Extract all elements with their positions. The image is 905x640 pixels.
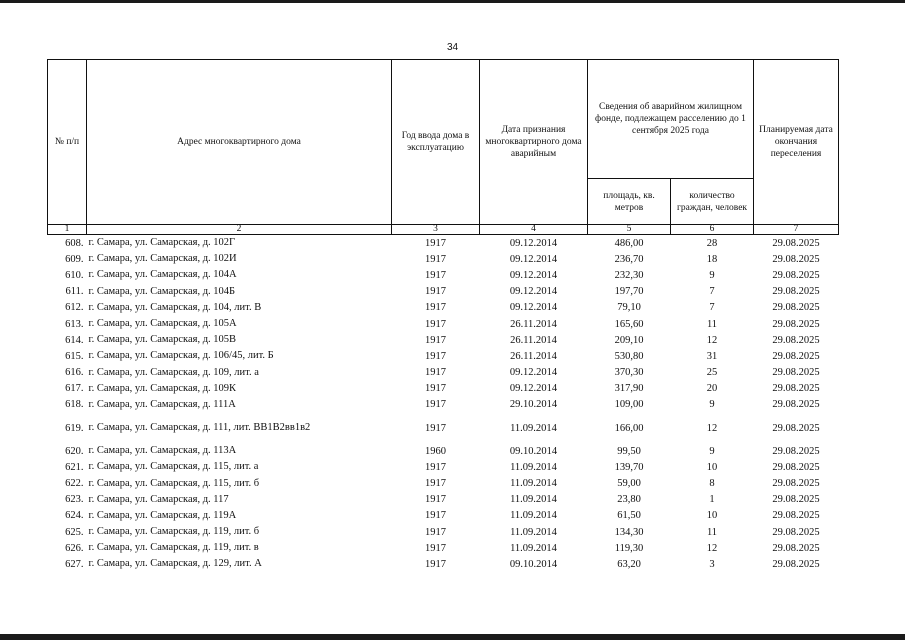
row-number: 614. bbox=[65, 334, 84, 346]
row-number: 625. bbox=[65, 526, 84, 538]
row-year: 1917 bbox=[425, 367, 446, 379]
row-emergency-date: 09.12.2014 bbox=[509, 269, 558, 281]
row-number: 623. bbox=[65, 494, 84, 506]
row-people: 9 bbox=[709, 399, 715, 411]
row-emergency-date: 26.11.2014 bbox=[510, 334, 557, 346]
row-address: г. Самара, ул. Самарская, д. 111А bbox=[88, 398, 236, 410]
row-people: 11 bbox=[706, 318, 718, 330]
row-people: 11 bbox=[706, 526, 718, 538]
row-area: 236,70 bbox=[614, 253, 644, 265]
row-planned-date: 29.08.2025 bbox=[772, 510, 820, 522]
row-address: г. Самара, ул. Самарская, д. 119, лит. б bbox=[88, 526, 260, 538]
row-people: 9 bbox=[709, 445, 715, 457]
row-people: 8 bbox=[709, 478, 715, 490]
row-emergency-date: 09.12.2014 bbox=[509, 286, 558, 298]
row-area: 530,80 bbox=[614, 350, 644, 362]
row-planned-date: 29.08.2025 bbox=[772, 478, 820, 490]
row-year: 1917 bbox=[425, 350, 446, 362]
row-area: 317,90 bbox=[614, 383, 644, 395]
row-area: 99,50 bbox=[617, 445, 641, 457]
page-number: 34 bbox=[446, 42, 459, 53]
row-people: 9 bbox=[709, 269, 715, 281]
row-area: 232,30 bbox=[614, 269, 644, 281]
row-year: 1917 bbox=[425, 494, 446, 506]
table-row bbox=[48, 316, 839, 332]
row-address: г. Самара, ул. Самарская, д. 115, лит. а bbox=[88, 461, 259, 473]
row-address: г. Самара, ул. Самарская, д. 104, лит. В bbox=[88, 301, 262, 313]
row-year: 1917 bbox=[425, 237, 446, 249]
row-year: 1917 bbox=[425, 461, 446, 473]
row-area: 139,70 bbox=[614, 461, 644, 473]
row-year: 1917 bbox=[425, 478, 446, 490]
column-number: 1 bbox=[48, 225, 87, 235]
row-planned-date: 29.08.2025 bbox=[772, 422, 820, 434]
row-planned-date: 29.08.2025 bbox=[772, 237, 820, 249]
row-year: 1917 bbox=[425, 422, 446, 434]
row-year: 1917 bbox=[425, 269, 446, 281]
table-body bbox=[48, 235, 839, 573]
table-row bbox=[48, 475, 839, 491]
row-area: 166,00 bbox=[614, 422, 644, 434]
header-year: Год ввода дома в эксплуатацию bbox=[392, 60, 480, 225]
row-year: 1917 bbox=[425, 526, 446, 538]
row-number: 616. bbox=[65, 367, 84, 379]
row-number: 610. bbox=[65, 269, 84, 281]
row-number: 627. bbox=[65, 558, 84, 570]
row-address: г. Самара, ул. Самарская, д. 119А bbox=[88, 509, 237, 521]
column-number: 6 bbox=[671, 225, 754, 235]
column-number: 5 bbox=[588, 225, 671, 235]
table-row bbox=[48, 397, 839, 413]
table-row bbox=[48, 365, 839, 381]
scan-border-bottom bbox=[0, 634, 905, 640]
row-number: 613. bbox=[65, 318, 84, 330]
emergency-housing-table bbox=[47, 59, 839, 573]
row-emergency-date: 09.12.2014 bbox=[509, 383, 558, 395]
row-area: 63,20 bbox=[617, 558, 641, 570]
row-address: г. Самара, ул. Самарская, д. 109К bbox=[88, 382, 237, 394]
header-area: площадь, кв. метров bbox=[588, 179, 671, 225]
row-number: 611. bbox=[65, 286, 84, 298]
row-address: г. Самара, ул. Самарская, д. 115, лит. б bbox=[88, 477, 260, 489]
row-emergency-date: 11.09.2014 bbox=[510, 461, 557, 473]
row-emergency-date: 11.09.2014 bbox=[510, 542, 557, 554]
row-address: г. Самара, ул. Самарская, д. 106/45, лит. Б bbox=[88, 350, 274, 362]
table-row bbox=[48, 284, 839, 300]
column-number: 3 bbox=[392, 225, 480, 235]
row-emergency-date: 09.12.2014 bbox=[509, 367, 558, 379]
row-emergency-date: 26.11.2014 bbox=[510, 350, 557, 362]
row-people: 7 bbox=[709, 286, 715, 298]
row-planned-date: 29.08.2025 bbox=[772, 383, 820, 395]
row-people: 7 bbox=[709, 302, 715, 314]
row-planned-date: 29.08.2025 bbox=[772, 253, 820, 265]
row-number: 622. bbox=[65, 478, 84, 490]
row-planned-date: 29.08.2025 bbox=[772, 302, 820, 314]
row-number: 612. bbox=[65, 302, 84, 314]
row-planned-date: 29.08.2025 bbox=[772, 367, 820, 379]
header-address: Адрес многоквартирного дома bbox=[87, 60, 392, 225]
row-year: 1917 bbox=[425, 334, 446, 346]
row-address: г. Самара, ул. Самарская, д. 105А bbox=[88, 318, 237, 330]
row-area: 61,50 bbox=[617, 510, 641, 522]
table-row bbox=[48, 524, 839, 540]
row-emergency-date: 11.09.2014 bbox=[510, 422, 557, 434]
row-emergency-date: 09.12.2014 bbox=[509, 302, 558, 314]
row-address: г. Самара, ул. Самарская, д. 102Г bbox=[88, 237, 236, 249]
row-people: 3 bbox=[709, 558, 715, 570]
header-people: количество граждан, человек bbox=[671, 179, 754, 225]
row-planned-date: 29.08.2025 bbox=[772, 445, 820, 457]
row-emergency-date: 11.09.2014 bbox=[510, 510, 557, 522]
row-planned-date: 29.08.2025 bbox=[772, 350, 820, 362]
row-emergency-date: 09.12.2014 bbox=[509, 237, 558, 249]
row-people: 31 bbox=[706, 350, 718, 362]
row-area: 134,30 bbox=[614, 526, 644, 538]
column-number: 7 bbox=[754, 225, 839, 235]
row-number: 615. bbox=[65, 350, 84, 362]
row-address: г. Самара, ул. Самарская, д. 117 bbox=[88, 493, 229, 505]
table-row bbox=[48, 413, 839, 443]
row-area: 197,70 bbox=[614, 286, 644, 298]
row-emergency-date: 11.09.2014 bbox=[510, 494, 557, 506]
row-address: г. Самара, ул. Самарская, д. 104Б bbox=[88, 285, 236, 297]
header-planned-date: Планируемая дата окончания переселения bbox=[754, 60, 839, 225]
row-year: 1917 bbox=[425, 253, 446, 265]
row-people: 10 bbox=[706, 461, 718, 473]
row-planned-date: 29.08.2025 bbox=[772, 399, 820, 411]
table-row bbox=[48, 508, 839, 524]
row-planned-date: 29.08.2025 bbox=[772, 334, 820, 346]
row-number: 626. bbox=[65, 542, 84, 554]
row-people: 20 bbox=[706, 383, 718, 395]
row-people: 28 bbox=[706, 237, 718, 249]
table-row bbox=[48, 492, 839, 508]
table-header bbox=[48, 60, 839, 235]
row-number: 617. bbox=[65, 383, 84, 395]
row-number: 624. bbox=[65, 510, 84, 522]
row-area: 486,00 bbox=[614, 237, 644, 249]
row-area: 79,10 bbox=[617, 302, 641, 314]
row-area: 370,30 bbox=[614, 367, 644, 379]
table-row bbox=[48, 332, 839, 348]
table-row bbox=[48, 443, 839, 459]
row-people: 12 bbox=[706, 334, 718, 346]
header-number: № п/п bbox=[48, 60, 87, 225]
row-number: 608. bbox=[65, 237, 84, 249]
table-row bbox=[48, 556, 839, 572]
row-number: 618. bbox=[65, 399, 84, 411]
row-year: 1917 bbox=[425, 286, 446, 298]
row-number: 609. bbox=[65, 253, 84, 265]
row-year: 1917 bbox=[425, 383, 446, 395]
row-emergency-date: 11.09.2014 bbox=[510, 526, 557, 538]
header-housing-info: Сведения об аварийном жилищном фонде, подлежащем расселению до 1 сентября 2025 года bbox=[588, 60, 754, 179]
row-number: 621. bbox=[65, 461, 84, 473]
row-emergency-date: 09.10.2014 bbox=[509, 558, 558, 570]
row-area: 109,00 bbox=[614, 399, 644, 411]
row-year: 1917 bbox=[425, 318, 446, 330]
column-number-row bbox=[48, 225, 839, 235]
row-people: 10 bbox=[706, 510, 718, 522]
row-address: г. Самара, ул. Самарская, д. 109, лит. а bbox=[88, 366, 259, 378]
row-area: 59,00 bbox=[617, 478, 641, 490]
row-year: 1917 bbox=[425, 558, 446, 570]
row-address: г. Самара, ул. Самарская, д. 129, лит. А bbox=[88, 558, 262, 570]
row-area: 209,10 bbox=[614, 334, 644, 346]
column-number: 4 bbox=[480, 225, 588, 235]
table-row bbox=[48, 540, 839, 556]
table-row bbox=[48, 267, 839, 283]
row-people: 18 bbox=[706, 253, 718, 265]
row-area: 119,30 bbox=[614, 542, 644, 554]
scan-border-top bbox=[0, 0, 905, 3]
row-number: 619. bbox=[65, 422, 84, 434]
column-number: 2 bbox=[87, 225, 392, 235]
row-area: 23,80 bbox=[617, 494, 641, 506]
row-year: 1917 bbox=[425, 510, 446, 522]
table-row bbox=[48, 235, 839, 252]
row-address: г. Самара, ул. Самарская, д. 105В bbox=[88, 334, 237, 346]
row-planned-date: 29.08.2025 bbox=[772, 542, 820, 554]
row-planned-date: 29.08.2025 bbox=[772, 318, 820, 330]
row-address: г. Самара, ул. Самарская, д. 104А bbox=[88, 269, 237, 281]
table-row bbox=[48, 251, 839, 267]
row-emergency-date: 26.11.2014 bbox=[510, 318, 557, 330]
row-area: 165,60 bbox=[614, 318, 644, 330]
row-planned-date: 29.08.2025 bbox=[772, 494, 820, 506]
row-emergency-date: 09.10.2014 bbox=[509, 445, 558, 457]
row-planned-date: 29.08.2025 bbox=[772, 558, 820, 570]
row-emergency-date: 09.12.2014 bbox=[509, 253, 558, 265]
row-year: 1917 bbox=[425, 542, 446, 554]
row-year: 1917 bbox=[425, 302, 446, 314]
header-emergency-date: Дата признания многоквартирного дома аварийным bbox=[480, 60, 588, 225]
row-planned-date: 29.08.2025 bbox=[772, 269, 820, 281]
row-emergency-date: 29.10.2014 bbox=[509, 399, 558, 411]
row-planned-date: 29.08.2025 bbox=[772, 286, 820, 298]
row-people: 25 bbox=[706, 367, 718, 379]
row-planned-date: 29.08.2025 bbox=[772, 461, 820, 473]
table-row bbox=[48, 459, 839, 475]
row-address: г. Самара, ул. Самарская, д. 102И bbox=[88, 253, 237, 265]
row-people: 12 bbox=[706, 422, 718, 434]
row-people: 12 bbox=[706, 542, 718, 554]
row-planned-date: 29.08.2025 bbox=[772, 526, 820, 538]
table-row bbox=[48, 348, 839, 364]
row-address: г. Самара, ул. Самарская, д. 113А bbox=[88, 445, 237, 457]
row-year: 1917 bbox=[425, 399, 446, 411]
table-row bbox=[48, 381, 839, 397]
table-row bbox=[48, 300, 839, 316]
row-people: 1 bbox=[709, 494, 715, 506]
row-address: г. Самара, ул. Самарская, д. 119, лит. в bbox=[88, 542, 259, 554]
row-emergency-date: 11.09.2014 bbox=[510, 478, 557, 490]
row-address: г. Самара, ул. Самарская, д. 111, лит. ВВ1В2вв1в2 bbox=[88, 422, 311, 434]
row-number: 620. bbox=[65, 445, 84, 457]
row-year: 1960 bbox=[425, 445, 446, 457]
